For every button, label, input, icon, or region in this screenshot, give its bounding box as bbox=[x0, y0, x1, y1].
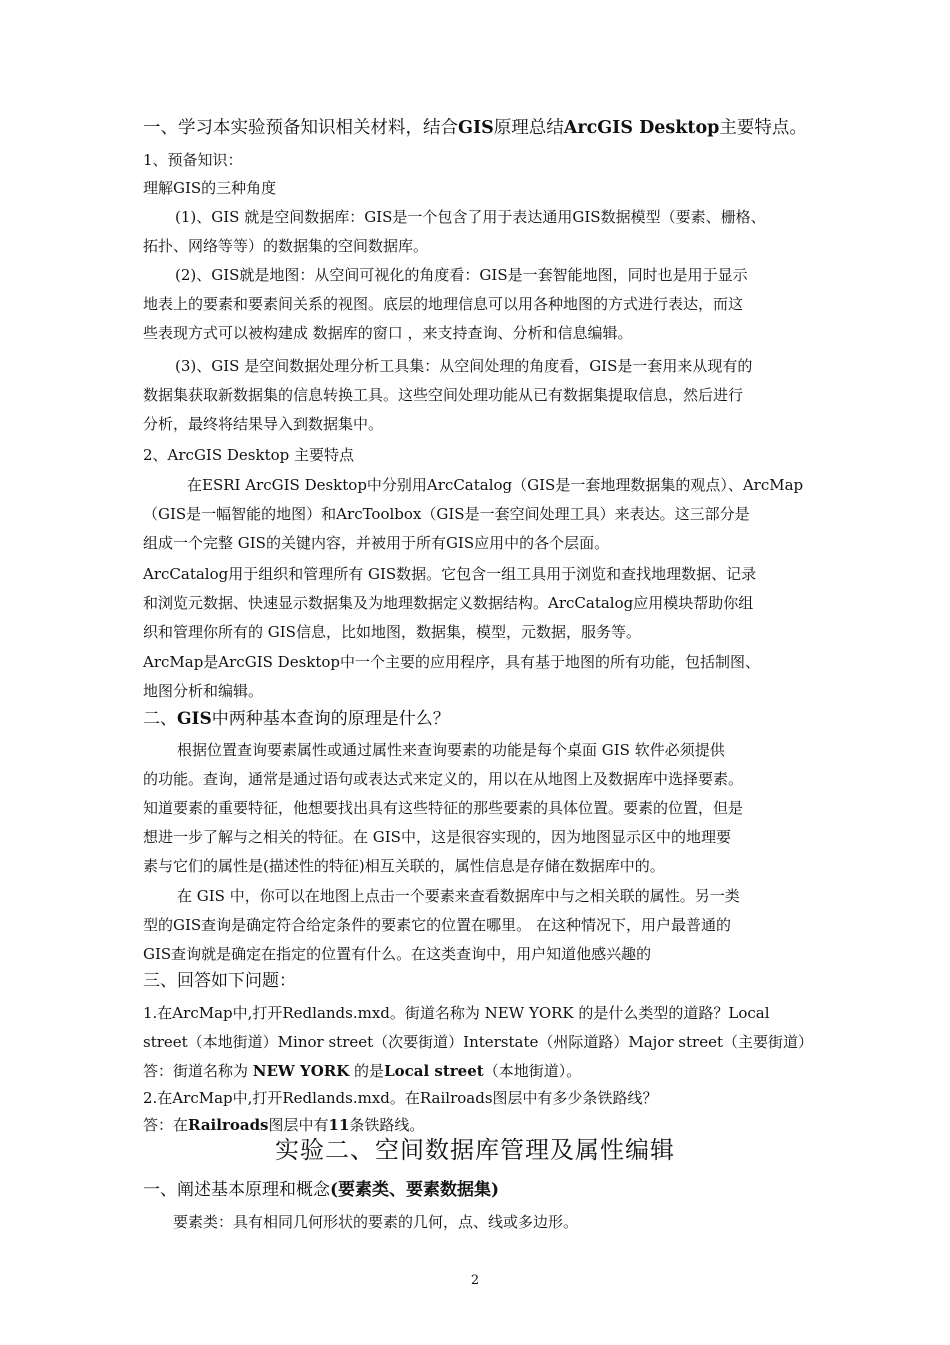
paragraph-line: 知道要素的重要特征，他想要找出具有这些特征的那些要素的具体位置。要素的位置，但是 bbox=[143, 799, 744, 817]
paragraph-line: 和浏览元数据、快速显示数据集及为地理数据定义数据结构。ArcCatalog应用模块帮助你组 bbox=[143, 594, 754, 612]
paragraph-line: (3)、GIS 是空间数据处理分析工具集：从空间处理的角度看，GIS是一套用来从现有的 bbox=[175, 357, 753, 375]
heading-bold: (要素类、要素数据集) bbox=[330, 1180, 500, 1200]
answer-line bbox=[143, 1061, 581, 1081]
answer-text: 答：街道名称为 bbox=[143, 1062, 253, 1080]
definition-line: 要素类：具有相同几何形状的要素的几何，点、线或多边形。 bbox=[173, 1213, 579, 1231]
answer-text: 答：在 bbox=[143, 1116, 189, 1134]
answer-bold: NEW YORK bbox=[252, 1062, 350, 1080]
heading-text: 一、学习本实验预备知识相关材料，结合 bbox=[143, 118, 458, 138]
section1-heading bbox=[143, 116, 807, 140]
question-line: 2.在ArcMap中,打开Redlands.mxd。在Railroads图层中有多少条铁路线？ bbox=[143, 1089, 658, 1107]
paragraph-line: (2)、GIS就是地图：从空间可视化的角度看：GIS是一套智能地图，同时也是用于显示 bbox=[175, 266, 748, 284]
paragraph-line: 拓扑、网络等等）的数据集的空间数据库。 bbox=[143, 237, 429, 255]
paragraph-line: 的功能。查询，通常是通过语句或表达式来定义的，用以在从地图上及数据库中选择要素。 bbox=[143, 770, 744, 788]
paragraph-line: 在ESRI ArcGIS Desktop中分别用ArcCatalog（GIS是一套地理数据集的观点）、ArcMap bbox=[187, 476, 804, 494]
question-line: 1.在ArcMap中,打开Redlands.mxd。街道名称为 NEW YORK 的是什么类型的道路？Local bbox=[143, 1004, 770, 1022]
paragraph-line: 织和管理你所有的 GIS信息，比如地图，数据集，模型，元数据，服务等。 bbox=[143, 623, 641, 641]
experiment-heading bbox=[143, 1178, 499, 1202]
paragraph-line: ArcCatalog用于组织和管理所有 GIS数据。它包含一组工具用于浏览和查找地理数据、记录 bbox=[143, 565, 757, 583]
paragraph-line: 数据集获取新数据集的信息转换工具。这些空间处理功能从已有数据集提取信息，然后进行 bbox=[143, 386, 744, 404]
section2-heading bbox=[143, 707, 450, 731]
paragraph-line: 地图分析和编辑。 bbox=[143, 682, 264, 700]
answer-bold: 11 bbox=[328, 1116, 350, 1134]
answer-text: 图层中有 bbox=[268, 1116, 329, 1134]
paragraph-line: 素与它们的属性是(描述性的特征)相互关联的，属性信息是存储在数据库中的。 bbox=[143, 857, 665, 875]
heading-text: 一、阐述基本原理和概念 bbox=[143, 1180, 330, 1200]
answer-text: 条铁路线。 bbox=[349, 1116, 425, 1134]
heading-text: 中两种基本查询的原理是什么？ bbox=[211, 709, 450, 729]
paragraph-line: 分析，最终将结果导入到数据集中。 bbox=[143, 415, 384, 433]
paragraph-line: 想进一步了解与之相关的特征。在 GIS中，这是很容实现的，因为地图显示区中的地理要 bbox=[143, 828, 731, 846]
heading-text: 原理总结 bbox=[493, 118, 564, 138]
paragraph-line: 地表上的要素和要素间关系的视图。底层的地理信息可以用各种地图的方式进行表达，而这 bbox=[143, 295, 744, 313]
experiment-title: 实验二、空间数据库管理及属性编辑 bbox=[275, 1136, 675, 1164]
heading-bold: ArcGIS Desktop bbox=[563, 118, 720, 138]
heading-bold: GIS bbox=[177, 709, 212, 729]
paragraph-line: 根据位置查询要素属性或通过属性来查询要素的功能是每个桌面 GIS 软件必须提供 bbox=[177, 741, 725, 759]
subheading-prerequisite: 1、预备知识： bbox=[143, 151, 243, 169]
paragraph-line: （GIS是一幅智能的地图）和ArcToolbox（GIS是一套空间处理工具）来表达。这三部分是 bbox=[143, 505, 750, 523]
answer-bold: Local street bbox=[384, 1062, 484, 1080]
heading-text: 二、 bbox=[143, 709, 177, 729]
paragraph-line: 些表现方式可以被构建成 数据库的窗口 ，来支持查询、分析和信息编辑。 bbox=[143, 324, 633, 342]
paragraph-line: ArcMap是ArcGIS Desktop中一个主要的应用程序，具有基于地图的所有功能，包括制图、 bbox=[143, 653, 761, 671]
answer-text: （本地街道）。 bbox=[483, 1062, 582, 1080]
page-number: 2 bbox=[470, 1273, 480, 1288]
question-line: street（本地街道）Minor street（次要街道）Interstate（州际道路）Major street（主要街道） bbox=[143, 1033, 813, 1051]
section3-heading: 三、回答如下问题： bbox=[143, 971, 296, 991]
paragraph-line: (1)、GIS 就是空间数据库：GIS是一个包含了用于表达通用GIS数据模型（要素、栅格、 bbox=[175, 208, 766, 226]
paragraph-line: 组成一个完整 GIS的关键内容，并被用于所有GIS应用中的各个层面。 bbox=[143, 534, 610, 552]
answer-line bbox=[143, 1115, 424, 1135]
paragraph-line: 型的GIS查询是确定符合给定条件的要素它的位置在哪里。 在这种情况下，用户最普通的 bbox=[143, 916, 731, 934]
intro-line: 理解GIS的三种角度 bbox=[143, 179, 277, 197]
answer-bold: Railroads bbox=[188, 1116, 269, 1134]
subheading-features: 2、ArcGIS Desktop 主要特点 bbox=[143, 446, 355, 464]
heading-text: 主要特点。 bbox=[719, 118, 807, 138]
heading-bold: GIS bbox=[458, 118, 494, 138]
paragraph-line: 在 GIS 中，你可以在地图上点击一个要素来查看数据库中与之相关联的属性。另一类 bbox=[177, 887, 740, 905]
paragraph-line: GIS查询就是确定在指定的位置有什么。在这类查询中，用户知道他感兴趣的 bbox=[143, 945, 652, 963]
answer-text: 的是 bbox=[349, 1062, 385, 1080]
